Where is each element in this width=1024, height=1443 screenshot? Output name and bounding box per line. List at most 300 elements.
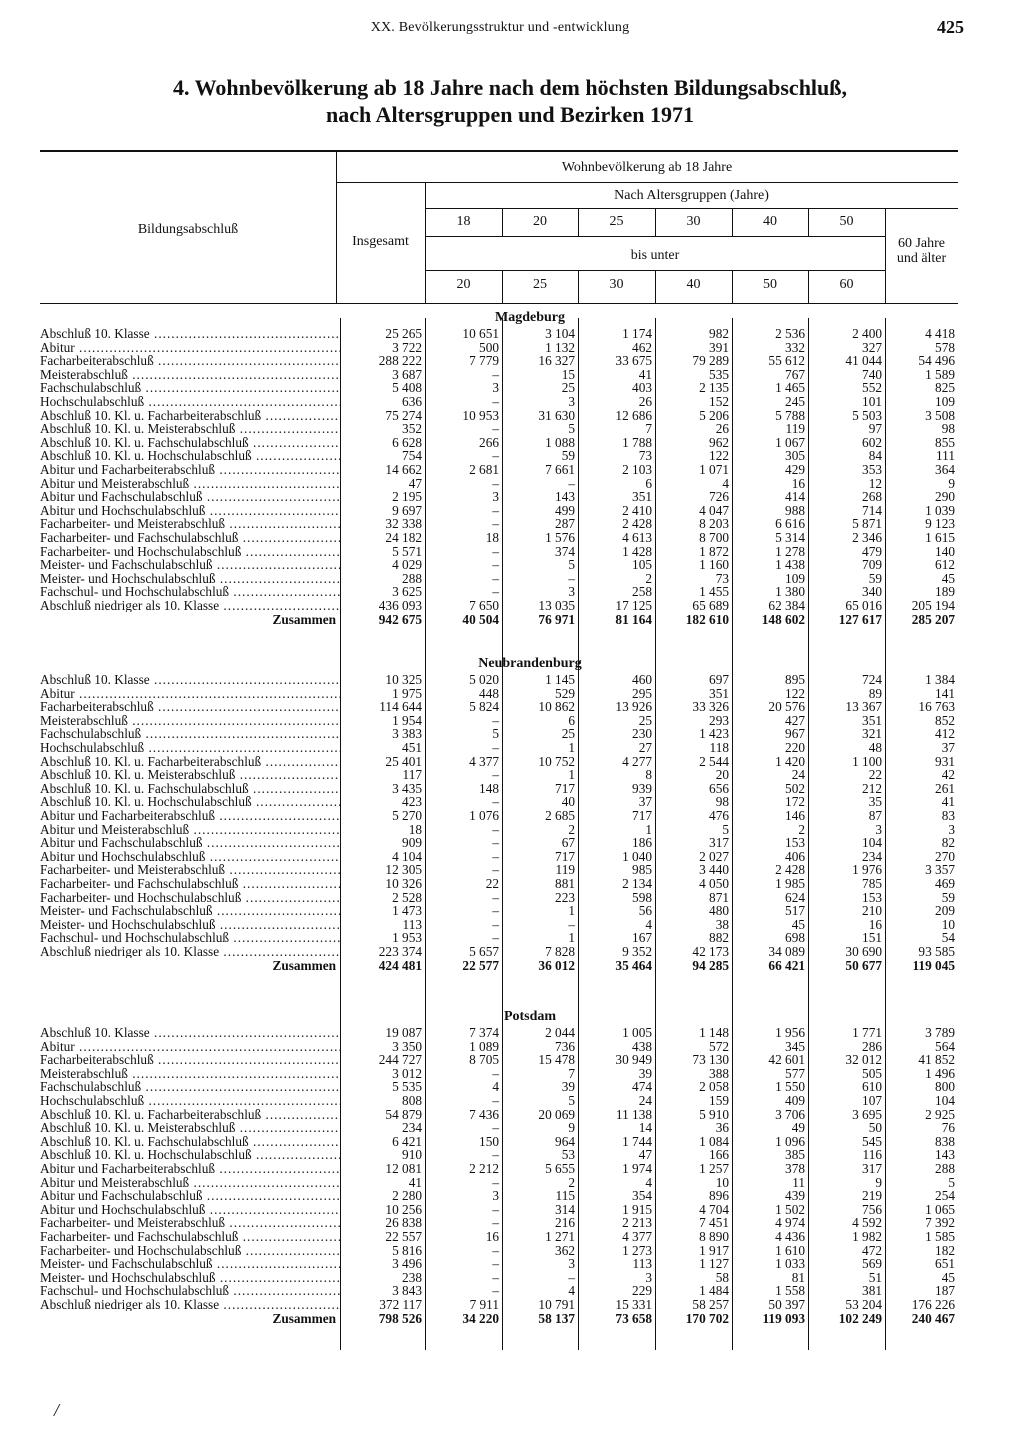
cell-value: 5 571	[392, 544, 422, 559]
cell-value: 5 910	[699, 1107, 729, 1122]
cell-value: 1 484	[699, 1284, 729, 1298]
cell-value: 150	[479, 1134, 499, 1149]
cell-value: 3 012	[392, 1066, 422, 1081]
row-label	[40, 741, 340, 755]
cell-value: 26	[638, 394, 652, 409]
cell-value: 1 576	[545, 530, 575, 545]
cell-value: 352	[402, 422, 422, 436]
cell-value: 212	[862, 781, 882, 796]
row-label-text: Abschluß 10. Kl. u. Fachschulabschluß .....	[40, 436, 340, 450]
table-row	[40, 517, 958, 531]
cell-value: –	[492, 849, 499, 864]
row-label	[40, 1121, 340, 1135]
cell-value: 9	[948, 476, 955, 491]
cell-value: 116	[862, 1148, 882, 1162]
cell-value: 15 478	[538, 1053, 575, 1067]
cell-value: 2 544	[699, 754, 729, 769]
cell-value: –	[568, 1270, 575, 1285]
cell-value: 6	[568, 713, 575, 728]
cell-value: 5 535	[392, 1080, 422, 1094]
cell-value: 535	[709, 367, 729, 382]
cell-value: 113	[402, 917, 422, 932]
cell-value: 4 029	[392, 558, 422, 572]
cell-value: 151	[862, 931, 882, 945]
cell-value: 1 744	[622, 1134, 652, 1149]
table-row	[40, 687, 958, 701]
row-label	[40, 1080, 340, 1094]
row-label	[40, 1244, 340, 1258]
cell-value: –	[492, 1121, 499, 1135]
cell-value: –	[492, 904, 499, 918]
cell-value: 2 280	[392, 1189, 422, 1203]
cell-value: 3 843	[392, 1284, 422, 1298]
cell-value: 3 695	[852, 1107, 882, 1122]
cell-value: 75 274	[385, 408, 422, 423]
row-label-text: Facharbeiter- und Meisterabschluß .....	[40, 1216, 340, 1230]
cell-value: 62 384	[768, 598, 805, 613]
row-label	[40, 1257, 340, 1271]
cell-value: 9	[875, 1175, 882, 1190]
cell-value: 4 704	[699, 1202, 729, 1217]
table-row	[40, 1244, 958, 1258]
cell-value: 58	[715, 1270, 729, 1285]
row-label	[40, 1284, 340, 1298]
cell-value: 1	[568, 740, 575, 755]
cell-value: 26	[715, 422, 729, 436]
cell-value: 1 975	[392, 686, 422, 701]
row-label	[40, 395, 340, 409]
age-groups-header: Nach Altersgruppen (Jahre)	[614, 188, 769, 203]
row-label	[40, 599, 340, 613]
cell-value: 50 397	[768, 1297, 805, 1312]
cell-value: 113	[632, 1257, 652, 1271]
cell-value: 59	[868, 571, 882, 586]
table-row	[40, 463, 958, 477]
cell-value: 1 872	[699, 544, 729, 559]
total-value: 127 617	[838, 612, 882, 628]
row-label-text: Fachschulabschluß .....	[40, 1080, 340, 1094]
table-row	[40, 395, 958, 409]
cell-value: 3 687	[392, 367, 422, 382]
cell-value: 205 194	[911, 598, 955, 613]
cell-value: 1 615	[925, 530, 955, 545]
cell-value: 295	[632, 686, 652, 701]
cell-value: 84	[868, 449, 882, 463]
cell-value: 529	[555, 686, 575, 701]
cell-value: 210	[862, 904, 882, 918]
cell-value: 9 123	[925, 517, 955, 531]
cell-value: –	[492, 558, 499, 572]
cell-value: 1 273	[622, 1243, 652, 1258]
cell-value: 1 278	[775, 544, 805, 559]
row-label-text: Abschluß 10. Kl. u. Facharbeiterabschluß .....	[40, 1108, 340, 1122]
cell-value: 2 044	[545, 1026, 575, 1040]
cell-value: 1 132	[545, 340, 575, 355]
cell-value: 1 271	[545, 1229, 575, 1244]
table-row	[40, 327, 958, 341]
cell-value: 1 550	[775, 1080, 805, 1094]
cell-value: 3	[568, 585, 575, 599]
cell-value: 101	[862, 394, 882, 409]
total-value: 119 093	[762, 1311, 805, 1327]
row-label-text: Abschluß 10. Kl. u. Facharbeiterabschluß .....	[40, 755, 340, 769]
cell-value: 93 585	[918, 944, 955, 959]
cell-value: 1 089	[469, 1039, 499, 1054]
district-table	[40, 673, 958, 973]
cell-value: 1 788	[622, 435, 652, 450]
table-row	[40, 931, 958, 945]
cell-value: 364	[935, 462, 955, 477]
cell-value: 22	[868, 768, 882, 782]
margin-mark: /	[54, 1400, 60, 1420]
upper-bound-20: 20	[456, 277, 471, 292]
row-label	[40, 449, 340, 463]
cell-value: –	[492, 740, 499, 755]
cell-value: 10 953	[462, 408, 499, 423]
cell-value: 13 035	[538, 598, 575, 613]
row-label	[40, 931, 340, 945]
cell-value: 564	[935, 1039, 955, 1054]
cell-value: 438	[632, 1039, 652, 1054]
cell-value: –	[492, 917, 499, 932]
cell-value: 48	[868, 740, 882, 755]
cell-value: 985	[632, 863, 652, 877]
table-row	[40, 891, 958, 905]
row-label	[40, 1230, 340, 1244]
cell-value: 118	[709, 740, 729, 755]
cell-value: 159	[709, 1093, 729, 1108]
cell-value: 3	[875, 822, 882, 837]
cell-value: 98	[941, 422, 955, 436]
cell-value: 12 305	[385, 863, 422, 877]
cell-value: 16 763	[918, 700, 955, 714]
cell-value: 332	[785, 340, 805, 355]
total-value: 148 602	[761, 612, 805, 628]
cell-value: 65 016	[845, 598, 882, 613]
total-value: 81 164	[615, 612, 652, 628]
row-label	[40, 823, 340, 837]
cell-value: 988	[785, 503, 805, 518]
cell-value: 49	[791, 1121, 805, 1135]
table-row	[40, 673, 958, 687]
cell-value: –	[492, 503, 499, 518]
row-label-text: Abschluß 10. Klasse .....	[40, 1026, 340, 1040]
row-label	[40, 490, 340, 504]
cell-value: 852	[935, 713, 955, 728]
cell-value: 569	[862, 1257, 882, 1271]
cell-value: 448	[479, 686, 499, 701]
cell-value: 429	[785, 462, 805, 477]
cell-value: 3	[492, 1189, 499, 1203]
cell-value: 16	[791, 476, 805, 491]
table-row	[40, 918, 958, 932]
cell-value: 505	[862, 1066, 882, 1081]
cell-value: 73 130	[692, 1053, 729, 1067]
cell-value: 114 644	[379, 700, 422, 714]
row-label-text: Abschluß niedriger als 10. Klasse .....	[40, 945, 340, 959]
cell-value: 22	[485, 876, 499, 891]
cell-value: 4	[492, 1080, 499, 1094]
row-label-text: Abitur und Fachschulabschluß .....	[40, 1189, 340, 1203]
row-label-text: Abitur und Hochschulabschluß .....	[40, 504, 340, 518]
cell-value: 187	[935, 1284, 955, 1298]
cell-value: 4	[645, 917, 652, 932]
cell-value: 1 423	[699, 727, 729, 741]
row-label-text: Meisterabschluß .....	[40, 1067, 340, 1081]
row-label-text: Hochschulabschluß .....	[40, 395, 340, 409]
cell-value: 3 383	[392, 727, 422, 741]
row-label	[40, 1162, 340, 1176]
cell-value: 3 496	[392, 1257, 422, 1271]
row-label	[40, 572, 340, 586]
cell-value: 1	[645, 822, 652, 837]
sixty-plus-header	[885, 236, 958, 266]
row-label	[40, 436, 340, 450]
cell-value: 1 033	[775, 1257, 805, 1271]
cell-value: 82	[941, 836, 955, 850]
cell-value: 636	[402, 394, 422, 409]
row-label-text: Abitur und Facharbeiterabschluß .....	[40, 463, 340, 477]
cell-value: 2 212	[469, 1161, 499, 1176]
cell-value: 109	[785, 571, 805, 586]
row-label-text: Fachschul- und Hochschulabschluß .....	[40, 585, 340, 599]
row-label	[40, 1053, 340, 1067]
cell-value: 41	[638, 367, 652, 382]
cell-value: 378	[785, 1161, 805, 1176]
table-row	[40, 755, 958, 769]
cell-value: 10 752	[538, 754, 575, 769]
row-label-text: Facharbeiterabschluß .....	[40, 354, 340, 368]
total-value: 66 421	[768, 958, 805, 974]
cell-value: 5 816	[392, 1243, 422, 1258]
cell-value: 545	[862, 1134, 882, 1149]
cell-value: 186	[632, 836, 652, 850]
cell-value: 32 338	[385, 517, 422, 531]
row-label	[40, 531, 340, 545]
cell-value: 290	[935, 490, 955, 504]
table-row	[40, 1189, 958, 1203]
cell-value: 47	[408, 476, 422, 491]
cell-value: 2 925	[925, 1107, 955, 1122]
row-label-text: Abitur .....	[40, 1040, 340, 1054]
total-value: 76 971	[538, 612, 575, 628]
cell-value: 572	[709, 1039, 729, 1054]
row-label-text: Hochschulabschluß .....	[40, 741, 340, 755]
cell-value: 1 067	[775, 435, 805, 450]
row-label-text: Abschluß 10. Kl. u. Hochschulabschluß .....	[40, 1148, 340, 1162]
header-bottom-rule	[40, 303, 958, 304]
row-label-text: Meister- und Fachschulabschluß .....	[40, 1257, 340, 1271]
cell-value: 7 392	[925, 1216, 955, 1230]
cell-value: 1 585	[925, 1229, 955, 1244]
table-title-line-2: nach Altersgruppen und Bezirken 1971	[326, 102, 694, 127]
cell-value: 32 012	[845, 1053, 882, 1067]
cell-value: 9 352	[622, 944, 652, 959]
cell-value: 33 675	[615, 354, 652, 368]
cell-value: 167	[632, 931, 652, 945]
row-label	[40, 863, 340, 877]
cell-value: –	[492, 1093, 499, 1108]
row-label-text: Abschluß 10. Kl. u. Fachschulabschluß .....	[40, 782, 340, 796]
cell-value: –	[492, 422, 499, 436]
table-row	[40, 714, 958, 728]
row-label-text: Meisterabschluß .....	[40, 714, 340, 728]
cell-value: 962	[709, 435, 729, 450]
table-row	[40, 1148, 958, 1162]
row-label	[40, 809, 340, 823]
cell-value: 1 985	[775, 876, 805, 891]
cell-value: 15	[561, 367, 575, 382]
cell-value: 305	[785, 449, 805, 463]
cell-value: 1	[568, 768, 575, 782]
cell-value: 83	[941, 808, 955, 823]
cell-value: 1 428	[622, 544, 652, 559]
cell-value: 24 182	[385, 530, 422, 545]
cell-value: 1 917	[699, 1243, 729, 1258]
row-label-text: Abitur und Fachschulabschluß .....	[40, 490, 340, 504]
cell-value: 736	[555, 1039, 575, 1054]
cell-value: 81	[791, 1270, 805, 1285]
cell-value: 964	[555, 1134, 575, 1149]
cell-value: 119	[555, 863, 575, 877]
cell-value: 374	[555, 544, 575, 559]
cell-value: 1 915	[622, 1202, 652, 1217]
cell-value: 1 502	[775, 1202, 805, 1217]
cell-value: 1 956	[775, 1026, 805, 1040]
cell-value: 1 088	[545, 435, 575, 450]
cell-value: 50	[868, 1121, 882, 1135]
lower-bound-40: 40	[763, 214, 777, 229]
cell-value: 10 325	[385, 673, 422, 687]
cell-value: 351	[632, 490, 652, 504]
cell-value: 87	[868, 808, 882, 823]
cell-value: 5 871	[852, 517, 882, 531]
cell-value: –	[492, 1284, 499, 1298]
span-header: Wohnbevölkerung ab 18 Jahre	[561, 160, 733, 175]
cell-value: 143	[555, 490, 575, 504]
cell-value: 288	[935, 1161, 955, 1176]
total-value: 36 012	[538, 958, 575, 974]
cell-value: 577	[785, 1066, 805, 1081]
row-label	[40, 463, 340, 477]
cell-value: 38	[715, 917, 729, 932]
cell-value: 412	[935, 727, 955, 741]
cell-value: 47	[638, 1148, 652, 1162]
table-row	[40, 945, 958, 959]
row-label	[40, 1176, 340, 1190]
total-value: 798 526	[378, 1311, 422, 1327]
cell-value: 97	[868, 422, 882, 436]
cell-value: 1 257	[699, 1161, 729, 1176]
row-label	[40, 673, 340, 687]
row-label	[40, 1203, 340, 1217]
cell-value: 5	[568, 422, 575, 436]
cell-value: –	[492, 476, 499, 491]
cell-value: 73	[638, 449, 652, 463]
row-label-text: Facharbeiter- und Fachschulabschluß .....	[40, 1230, 340, 1244]
cell-value: 45	[791, 917, 805, 932]
table-row	[40, 1176, 958, 1190]
cell-value: 598	[632, 890, 652, 905]
cell-value: 4 418	[925, 327, 955, 341]
row-label	[40, 795, 340, 809]
cell-value: 220	[785, 740, 805, 755]
cell-value: 16 327	[538, 354, 575, 368]
cell-value: 25	[561, 727, 575, 741]
row-label	[40, 585, 340, 599]
row-label-text: Facharbeiter- und Fachschulabschluß .....	[40, 877, 340, 891]
cell-value: 20 576	[768, 700, 805, 714]
row-label	[40, 782, 340, 796]
cell-value: 351	[709, 686, 729, 701]
cell-value: 10 326	[385, 876, 422, 891]
table-top-rule	[40, 150, 958, 152]
cell-value: 1 145	[545, 673, 575, 687]
row-label	[40, 558, 340, 572]
cell-value: 11	[792, 1175, 805, 1190]
cell-value: 500	[479, 340, 499, 355]
cell-value: 931	[935, 754, 955, 769]
lower-rule	[425, 236, 885, 237]
total-value: 73 658	[615, 1311, 652, 1327]
table-row	[40, 1257, 958, 1271]
cell-value: 3 508	[925, 408, 955, 423]
cell-value: –	[492, 931, 499, 945]
cell-value: 27	[638, 740, 652, 755]
cell-value: 266	[479, 435, 499, 450]
cell-value: 3	[948, 822, 955, 837]
cell-value: 245	[785, 394, 805, 409]
cell-value: –	[492, 571, 499, 586]
cell-value: 5 503	[852, 408, 882, 423]
cell-value: –	[568, 917, 575, 932]
cell-value: 414	[785, 490, 805, 504]
cell-value: 288 222	[378, 354, 422, 368]
cell-value: 287	[555, 517, 575, 531]
row-label-text: Hochschulabschluß .....	[40, 1094, 340, 1108]
row-label-text: Abitur und Fachschulabschluß .....	[40, 836, 340, 850]
cell-value: 1 473	[392, 904, 422, 918]
row-label-text: Abschluß 10. Klasse .....	[40, 327, 340, 341]
cell-value: 1 384	[925, 673, 955, 687]
upper-bound-40: 40	[686, 277, 701, 292]
cell-value: 767	[785, 367, 805, 382]
lower-bound-18: 18	[456, 214, 471, 229]
cell-value: 26 838	[385, 1216, 422, 1230]
cell-value: 8 705	[469, 1053, 499, 1067]
row-label	[40, 1067, 340, 1081]
cell-value: 33 326	[692, 700, 729, 714]
cell-value: 2	[645, 571, 652, 586]
cell-value: 7 911	[469, 1297, 499, 1312]
cell-value: 1 005	[622, 1026, 652, 1040]
table-row	[40, 490, 958, 504]
cell-value: 3	[645, 1270, 652, 1285]
cell-value: 5	[568, 558, 575, 572]
table-title	[60, 74, 960, 128]
cell-value: 9 697	[392, 503, 422, 518]
row-label-text: Meister- und Fachschulabschluß .....	[40, 904, 340, 918]
cell-value: 317	[709, 836, 729, 850]
table-row	[40, 368, 958, 382]
cell-value: 12 686	[615, 408, 652, 423]
row-label	[40, 504, 340, 518]
stub-header: Bildungsabschluß	[137, 222, 239, 237]
row-label-text: Abschluß 10. Kl. u. Hochschulabschluß .....	[40, 795, 340, 809]
cell-value: 3 435	[392, 781, 422, 796]
row-label	[40, 1216, 340, 1230]
table-row	[40, 409, 958, 423]
